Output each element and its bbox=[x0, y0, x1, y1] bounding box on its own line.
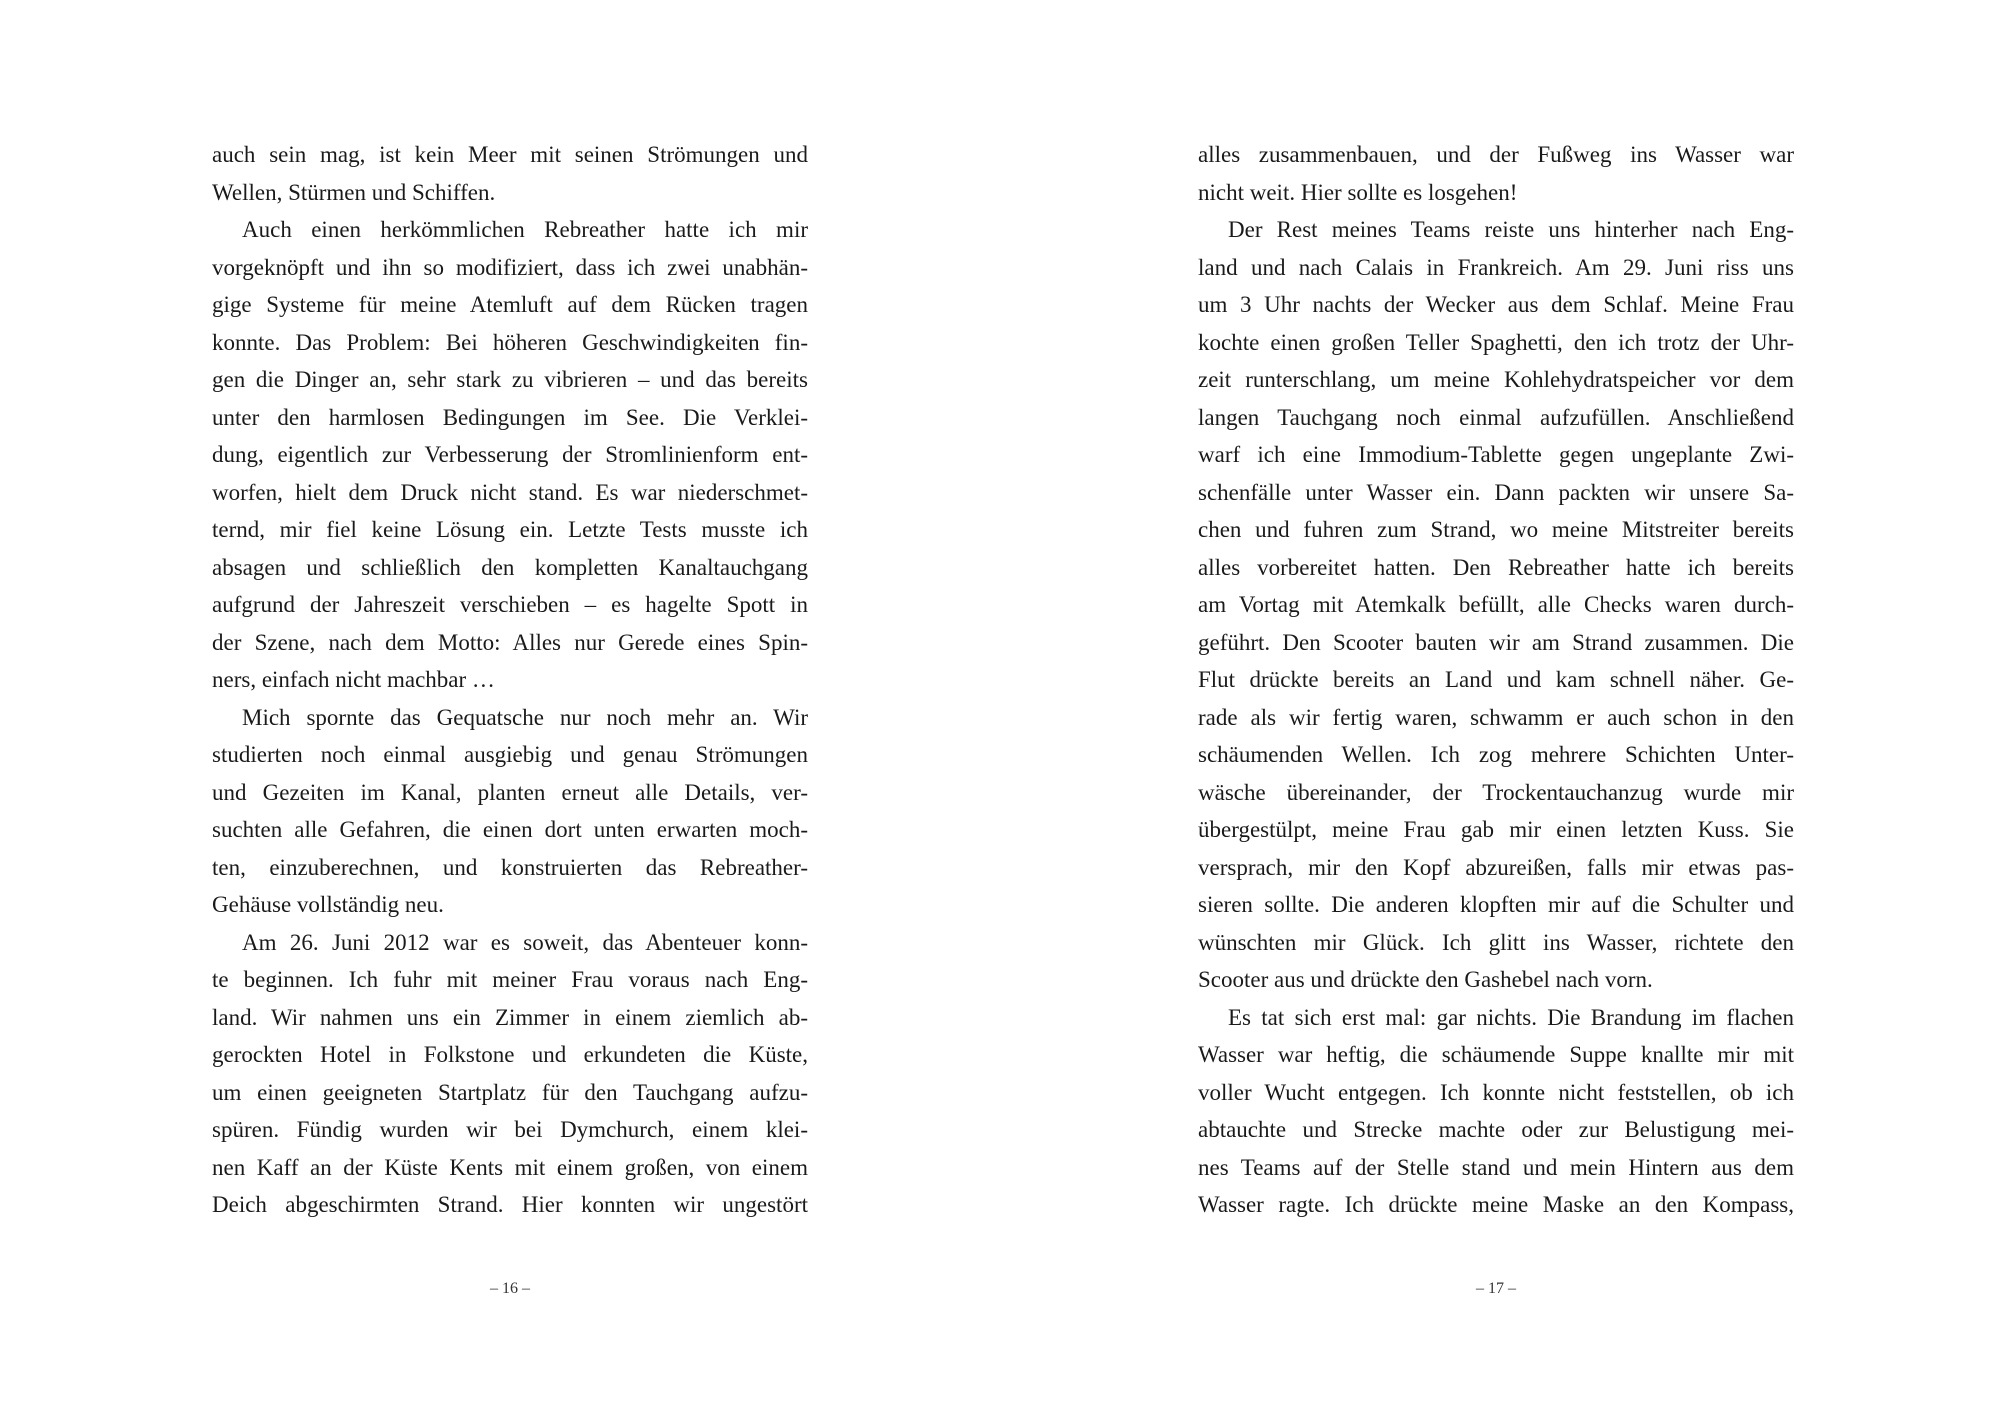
text-line: schenfälle unter Wasser ein. Dann packten wir unsere Sa- bbox=[1198, 479, 1794, 505]
text-line: am Vortag mit Atemkalk befüllt, alle Checks waren durch- bbox=[1198, 592, 1794, 617]
text-line: studierten noch einmal ausgiebig und genau Strömungen bbox=[212, 742, 808, 767]
text-line: kochte einen großen Teller Spaghetti, den ich trotz der Uhr- bbox=[1198, 329, 1794, 355]
text-line: alles zusammenbauen, und der Fußweg ins Wasser war bbox=[1198, 142, 1794, 167]
text-line: der Szene, nach dem Motto: Alles nur Gerede eines Spin- bbox=[212, 629, 808, 655]
text-line: Scooter aus und drückte den Gashebel nach vorn. bbox=[1198, 967, 1653, 992]
text-line: nicht weit. Hier sollte es losgehen! bbox=[1198, 179, 1518, 205]
text-line: absagen und schließlich den kompletten Kanaltauchgang bbox=[212, 554, 808, 580]
text-line: vorgeknöpft und ihn so modifiziert, dass ich zwei unabhän- bbox=[212, 254, 808, 280]
text-line: zeit runterschlang, um meine Kohlehydratspeicher vor dem bbox=[1198, 367, 1794, 392]
text-line: nes Teams auf der Stelle stand und mein Hintern aus dem bbox=[1198, 1154, 1794, 1180]
text-line: Es tat sich erst mal: gar nichts. Die Brandung im flachen bbox=[1228, 1004, 1794, 1030]
text-line: aufgrund der Jahreszeit verschieben – es hagelte Spott in bbox=[212, 592, 808, 617]
text-line: geführt. Den Scooter bauten wir am Strand zusammen. Die bbox=[1198, 629, 1794, 655]
text-line: Wasser ragte. Ich drückte meine Maske an den Kompass, bbox=[1198, 1192, 1794, 1217]
text-line: übergestülpt, meine Frau gab mir einen letzten Kuss. Sie bbox=[1198, 817, 1794, 842]
text-line: ners, einfach nicht machbar … bbox=[212, 667, 495, 692]
text-line: Deich abgeschirmten Strand. Hier konnten wir ungestört bbox=[212, 1192, 808, 1217]
text-line: ten, einzuberechnen, und konstruierten das Rebreather- bbox=[212, 854, 808, 880]
text-line: land und nach Calais in Frankreich. Am 29. Juni riss uns bbox=[1198, 254, 1794, 280]
right-page bbox=[1000, 0, 2000, 1414]
text-line: spüren. Fündig wurden wir bei Dymchurch, einem klei- bbox=[212, 1117, 808, 1142]
text-line: auch sein mag, ist kein Meer mit seinen Strömungen und bbox=[212, 142, 808, 167]
text-line: langen Tauchgang noch einmal aufzufüllen. Anschließend bbox=[1198, 404, 1794, 430]
text-line: unter den harmlosen Bedingungen im See. Die Verklei- bbox=[212, 404, 808, 430]
text-line: land. Wir nahmen uns ein Zimmer in einem ziemlich ab- bbox=[212, 1004, 808, 1030]
text-line: Flut drückte bereits an Land und kam schnell näher. Ge- bbox=[1198, 667, 1794, 692]
text-line: suchten alle Gefahren, die einen dort unten erwarten moch- bbox=[212, 817, 808, 842]
right-page-number: – 17 – bbox=[1476, 1280, 1516, 1297]
text-line: und Gezeiten im Kanal, planten erneut alle Details, ver- bbox=[212, 779, 808, 805]
text-line: Gehäuse vollständig neu. bbox=[212, 892, 444, 917]
text-line: ternd, mir fiel keine Lösung ein. Letzte Tests musste ich bbox=[212, 517, 808, 542]
text-line: te beginnen. Ich fuhr mit meiner Frau voraus nach Eng- bbox=[212, 967, 808, 992]
left-page-number: – 16 – bbox=[490, 1280, 530, 1297]
left-page-body bbox=[212, 136, 808, 1224]
text-line: um 3 Uhr nachts der Wecker aus dem Schlaf. Meine Frau bbox=[1198, 292, 1794, 317]
text-line: Auch einen herkömmlichen Rebreather hatte ich mir bbox=[242, 217, 808, 242]
text-line: schäumenden Wellen. Ich zog mehrere Schichten Unter- bbox=[1198, 742, 1794, 767]
text-line: Wasser war heftig, die schäumende Suppe knallte mir mit bbox=[1198, 1042, 1794, 1067]
text-line: gen die Dinger an, sehr stark zu vibrieren – und das bereits bbox=[212, 367, 808, 392]
text-line: wäsche übereinander, der Trockentauchanzug wurde mir bbox=[1198, 779, 1794, 805]
text-line: warf ich eine Immodium-Tablette gegen ungeplante Zwi- bbox=[1198, 442, 1794, 467]
text-line: rade als wir fertig waren, schwamm er auch schon in den bbox=[1198, 704, 1794, 730]
text-line: dung, eigentlich zur Verbesserung der Stromlinienform ent- bbox=[212, 442, 808, 467]
text-line: gige Systeme für meine Atemluft auf dem Rücken tragen bbox=[212, 292, 808, 317]
text-line: abtauchte und Strecke machte oder zur Belustigung mei- bbox=[1198, 1117, 1794, 1142]
text-line: alles vorbereitet hatten. Den Rebreather hatte ich bereits bbox=[1198, 554, 1794, 580]
text-line: versprach, mir den Kopf abzureißen, falls mir etwas pas- bbox=[1198, 854, 1794, 880]
text-line: Wellen, Stürmen und Schiffen. bbox=[212, 179, 496, 205]
text-line: wünschten mir Glück. Ich glitt ins Wasser, richtete den bbox=[1198, 929, 1794, 955]
text-line: um einen geeigneten Startplatz für den Tauchgang aufzu- bbox=[212, 1079, 808, 1105]
text-line: chen und fuhren zum Strand, wo meine Mitstreiter bereits bbox=[1198, 517, 1794, 542]
text-line: gerockten Hotel in Folkstone und erkundeten die Küste, bbox=[212, 1042, 808, 1067]
text-line: sieren sollte. Die anderen klopften mir auf die Schulter und bbox=[1198, 892, 1794, 917]
text-line: nen Kaff an der Küste Kents mit einem großen, von einem bbox=[212, 1154, 808, 1180]
right-page-body bbox=[1198, 136, 1794, 1224]
text-line: Am 26. Juni 2012 war es soweit, das Abenteuer konn- bbox=[242, 929, 808, 955]
text-line: konnte. Das Problem: Bei höheren Geschwindigkeiten fin- bbox=[212, 329, 808, 355]
text-line: Mich spornte das Gequatsche nur noch mehr an. Wir bbox=[242, 704, 808, 730]
text-line: worfen, hielt dem Druck nicht stand. Es war niederschmet- bbox=[212, 479, 808, 505]
text-line: voller Wucht entgegen. Ich konnte nicht feststellen, ob ich bbox=[1198, 1079, 1794, 1105]
text-line: Der Rest meines Teams reiste uns hinterher nach Eng- bbox=[1228, 217, 1794, 242]
